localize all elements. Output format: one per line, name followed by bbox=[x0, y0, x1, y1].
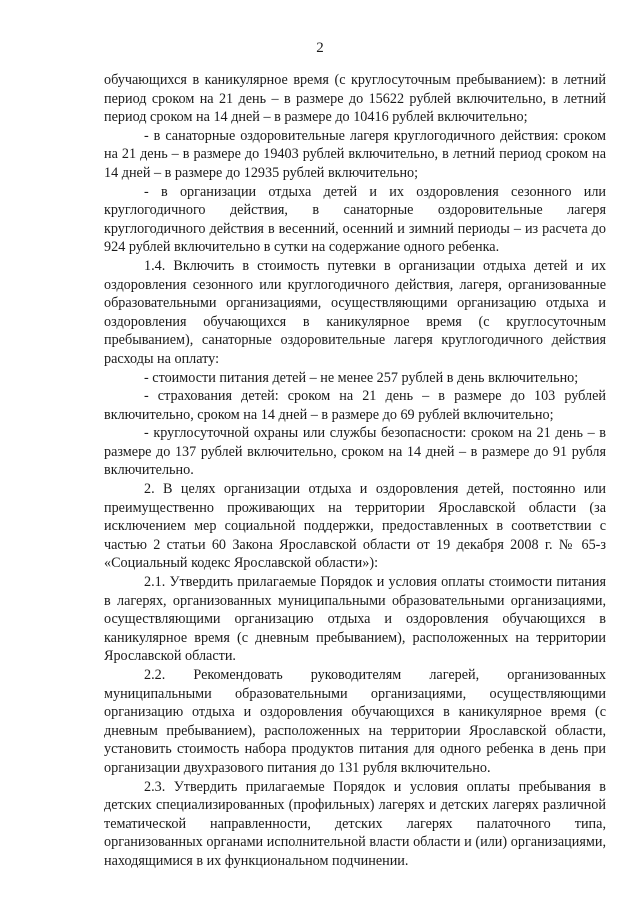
paragraph-security-cost: - круглосуточной охраны или службы безопасности: сроком на 21 день – в размере до 137 рублей включительно, сроком на 14 дней – в размере до 91 рубля включительно. bbox=[104, 425, 606, 479]
paragraph-1-4: 1.4. Включить в стоимость путевки в организации отдыха детей и их оздоровления сезонного или круглогодичного действия, лагеря, организованные образовательными организациями, осуществляющими организацию отдыха и оздоровления обучающихся в каникулярное время (с круглосуточным пребыванием), санаторные оздоровительные лагеря круглогодичного действия расходы на оплату: bbox=[104, 257, 606, 367]
document-body bbox=[104, 71, 606, 871]
paragraph-insurance-cost: - страхования детей: сроком на 21 день – в размере до 103 рублей включительно, сроком на 14 дней – в размере до 69 рублей включительно; bbox=[104, 388, 606, 423]
paragraph-sanatorium-camps: - в санаторные оздоровительные лагеря круглогодичного действия: сроком на 21 день – в размере до 19403 рублей включительно, в летний период сроком на 14 дней – в размере до 12935 рублей включительно; bbox=[104, 127, 606, 181]
paragraph-lodging-cost-summer: обучающихся в каникулярное время (с круглосуточным пребыванием): в летний период сроком на 21 день – в размере до 15622 рублей включительно, в летний период сроком на 14 дней – в размере до 10416 рублей включительно; bbox=[104, 72, 606, 126]
paragraph-year-round-organizations: - в организации отдыха детей и их оздоровления сезонного или круглогодичного действия, в санаторные оздоровительные лагеря круглогодичного действия в весенний, осенний и зимний периоды – из расчета до 924 рублей включительно в сутки на содержание одного ребенка. bbox=[104, 183, 606, 256]
paragraph-2-1: 2.1. Утвердить прилагаемые Порядок и условия оплаты стоимости питания в лагерях, организованных муниципальными образовательными организациями, осуществляющими организацию отдыха и оздоровления обучающихся в каникулярное время (с дневным пребыванием), расположенных на территории Ярославской области. bbox=[104, 574, 606, 665]
paragraph-2: 2. В целях организации отдыха и оздоровления детей, постоянно или преимущественно проживающих на территории Ярославской области (за исключением мер социальной поддержки, предоставленных в соответствии с частью 2 статьи 60 Закона Ярославской области от 19 декабря 2008 г. № 65-з «Социальный кодекс Ярославской области»): bbox=[104, 481, 606, 572]
paragraph-meal-cost: - стоимости питания детей – не менее 257 рублей в день включительно; bbox=[144, 369, 579, 386]
page-number: 2 bbox=[316, 40, 324, 56]
paragraph-2-3: 2.3. Утвердить прилагаемые Порядок и условия оплаты пребывания в детских специализированных (профильных) лагерях и детских лагерях различной тематической направленности, детских лагерях палаточного типа, организованных органами исполнительной власти области и (или) организациями, находящимися в их функциональном подчинении. bbox=[104, 778, 606, 869]
paragraph-2-2: 2.2. Рекомендовать руководителям лагерей, организованных муниципальными образовательными организациями, осуществляющими организацию отдыха и оздоровления обучающихся в каникулярное время (с дневным пребыванием), расположенных на территории Ярославской области, установить стоимость набора продуктов питания для одного ребенка в день при организации двухразового питания до 131 рубля включительно. bbox=[104, 667, 606, 776]
